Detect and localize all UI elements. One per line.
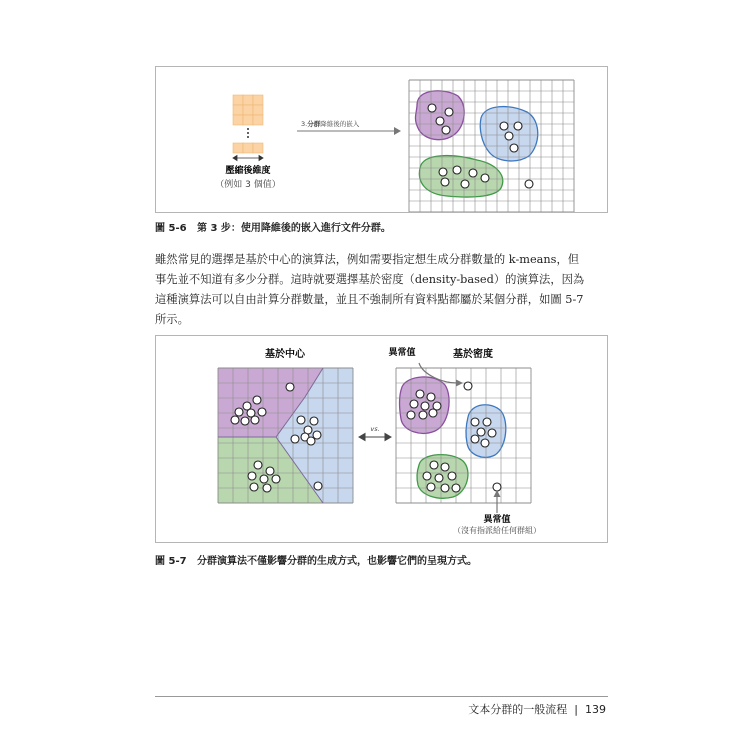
data-point	[481, 174, 489, 182]
data-point	[310, 417, 318, 425]
density-panel	[396, 363, 531, 513]
centroid-title: 基於中心	[265, 349, 305, 360]
figure-5-7-caption: 圖 5-7 分群演算法不僅影響分群的生成方式，也影響它們的呈現方式。	[155, 556, 478, 567]
data-point	[260, 475, 268, 483]
data-point	[314, 482, 322, 490]
paragraph-line: 事先並不知道有多少分群。這時就要選擇基於密度（density-based）的演算法，因為	[155, 273, 585, 286]
data-point	[483, 418, 491, 426]
data-point	[429, 409, 437, 417]
data-point	[251, 416, 259, 424]
data-point	[241, 417, 249, 425]
outlier-arrowhead-top	[456, 380, 463, 387]
outlier-label-bottom: 異常值	[483, 515, 511, 525]
data-point	[471, 435, 479, 443]
cluster-green	[419, 156, 502, 197]
data-point	[477, 428, 485, 436]
data-point	[453, 166, 461, 174]
data-point	[286, 383, 294, 391]
footer-rule	[155, 696, 608, 697]
data-point	[291, 435, 299, 443]
data-point	[452, 484, 460, 492]
data-point	[266, 467, 274, 475]
data-point	[250, 483, 258, 491]
data-point	[505, 132, 513, 140]
paragraph-line: 雖然常見的選擇是基於中心的演算法，例如需要指定想生成分群數量的 k-means，但	[155, 253, 580, 266]
figure-5-7-graphic	[155, 335, 607, 542]
data-point	[410, 400, 418, 408]
data-point	[307, 437, 315, 445]
page-number: 139	[585, 703, 606, 716]
dimension-example: （例如 3 個值）	[215, 180, 281, 190]
data-point	[430, 461, 438, 469]
centroid-panel	[218, 368, 353, 503]
data-point	[416, 390, 424, 398]
outlier-arrowhead-bottom	[494, 490, 501, 497]
data-point	[500, 122, 508, 130]
data-point	[248, 472, 256, 480]
embedding-matrix	[233, 95, 263, 153]
data-point	[441, 178, 449, 186]
data-point	[235, 408, 243, 416]
chapter-title: 文本分群的一般流程	[468, 703, 568, 716]
data-point	[297, 416, 305, 424]
data-point	[481, 439, 489, 447]
vs-label: vs.	[370, 425, 380, 433]
data-point	[436, 117, 444, 125]
data-point	[493, 483, 501, 491]
data-point	[471, 418, 479, 426]
data-point	[514, 122, 522, 130]
step-label: 3.分群降維後的嵌入	[301, 120, 360, 128]
ellipsis-dots	[247, 128, 249, 138]
paragraph-line: 所示。	[155, 313, 189, 326]
data-point	[441, 484, 449, 492]
data-point	[428, 104, 436, 112]
outlier-note: （沒有指派給任何群組）	[453, 526, 541, 535]
step-arrow	[297, 127, 401, 135]
data-point	[442, 126, 450, 134]
data-point	[254, 461, 262, 469]
figure-5-6-graphic	[155, 66, 607, 212]
paragraph-line: 這種演算法可以自由計算分群數量，並且不強制所有資料點都屬於某個分群，如圖 5-7	[155, 293, 584, 306]
data-point	[445, 108, 453, 116]
cluster-purple	[415, 91, 464, 140]
data-point	[461, 180, 469, 188]
data-point	[439, 168, 447, 176]
body-paragraph	[155, 250, 610, 330]
data-point	[525, 180, 533, 188]
data-point	[272, 475, 280, 483]
data-point	[253, 396, 261, 404]
data-point	[419, 411, 427, 419]
data-point	[441, 463, 449, 471]
figure-5-6-caption: 圖 5-6 第 3 步：使用降維後的嵌入進行文件分群。	[155, 223, 391, 234]
data-point	[464, 382, 472, 390]
data-point	[263, 484, 271, 492]
footer-separator: |	[574, 703, 578, 716]
data-point	[407, 411, 415, 419]
data-point	[448, 472, 456, 480]
outlier-label-top: 異常值	[388, 348, 416, 358]
data-point	[435, 474, 443, 482]
page-footer	[468, 701, 606, 717]
dimension-arrow	[233, 156, 263, 161]
data-point	[488, 429, 496, 437]
vs-arrow	[359, 434, 391, 441]
dimension-label: 壓縮後維度	[225, 166, 271, 176]
data-point	[427, 483, 435, 491]
data-point	[258, 408, 266, 416]
data-point	[469, 169, 477, 177]
data-point	[421, 402, 429, 410]
data-point	[510, 144, 518, 152]
data-point	[423, 472, 431, 480]
data-point	[427, 393, 435, 401]
data-point	[231, 416, 239, 424]
density-title: 基於密度	[453, 349, 493, 360]
